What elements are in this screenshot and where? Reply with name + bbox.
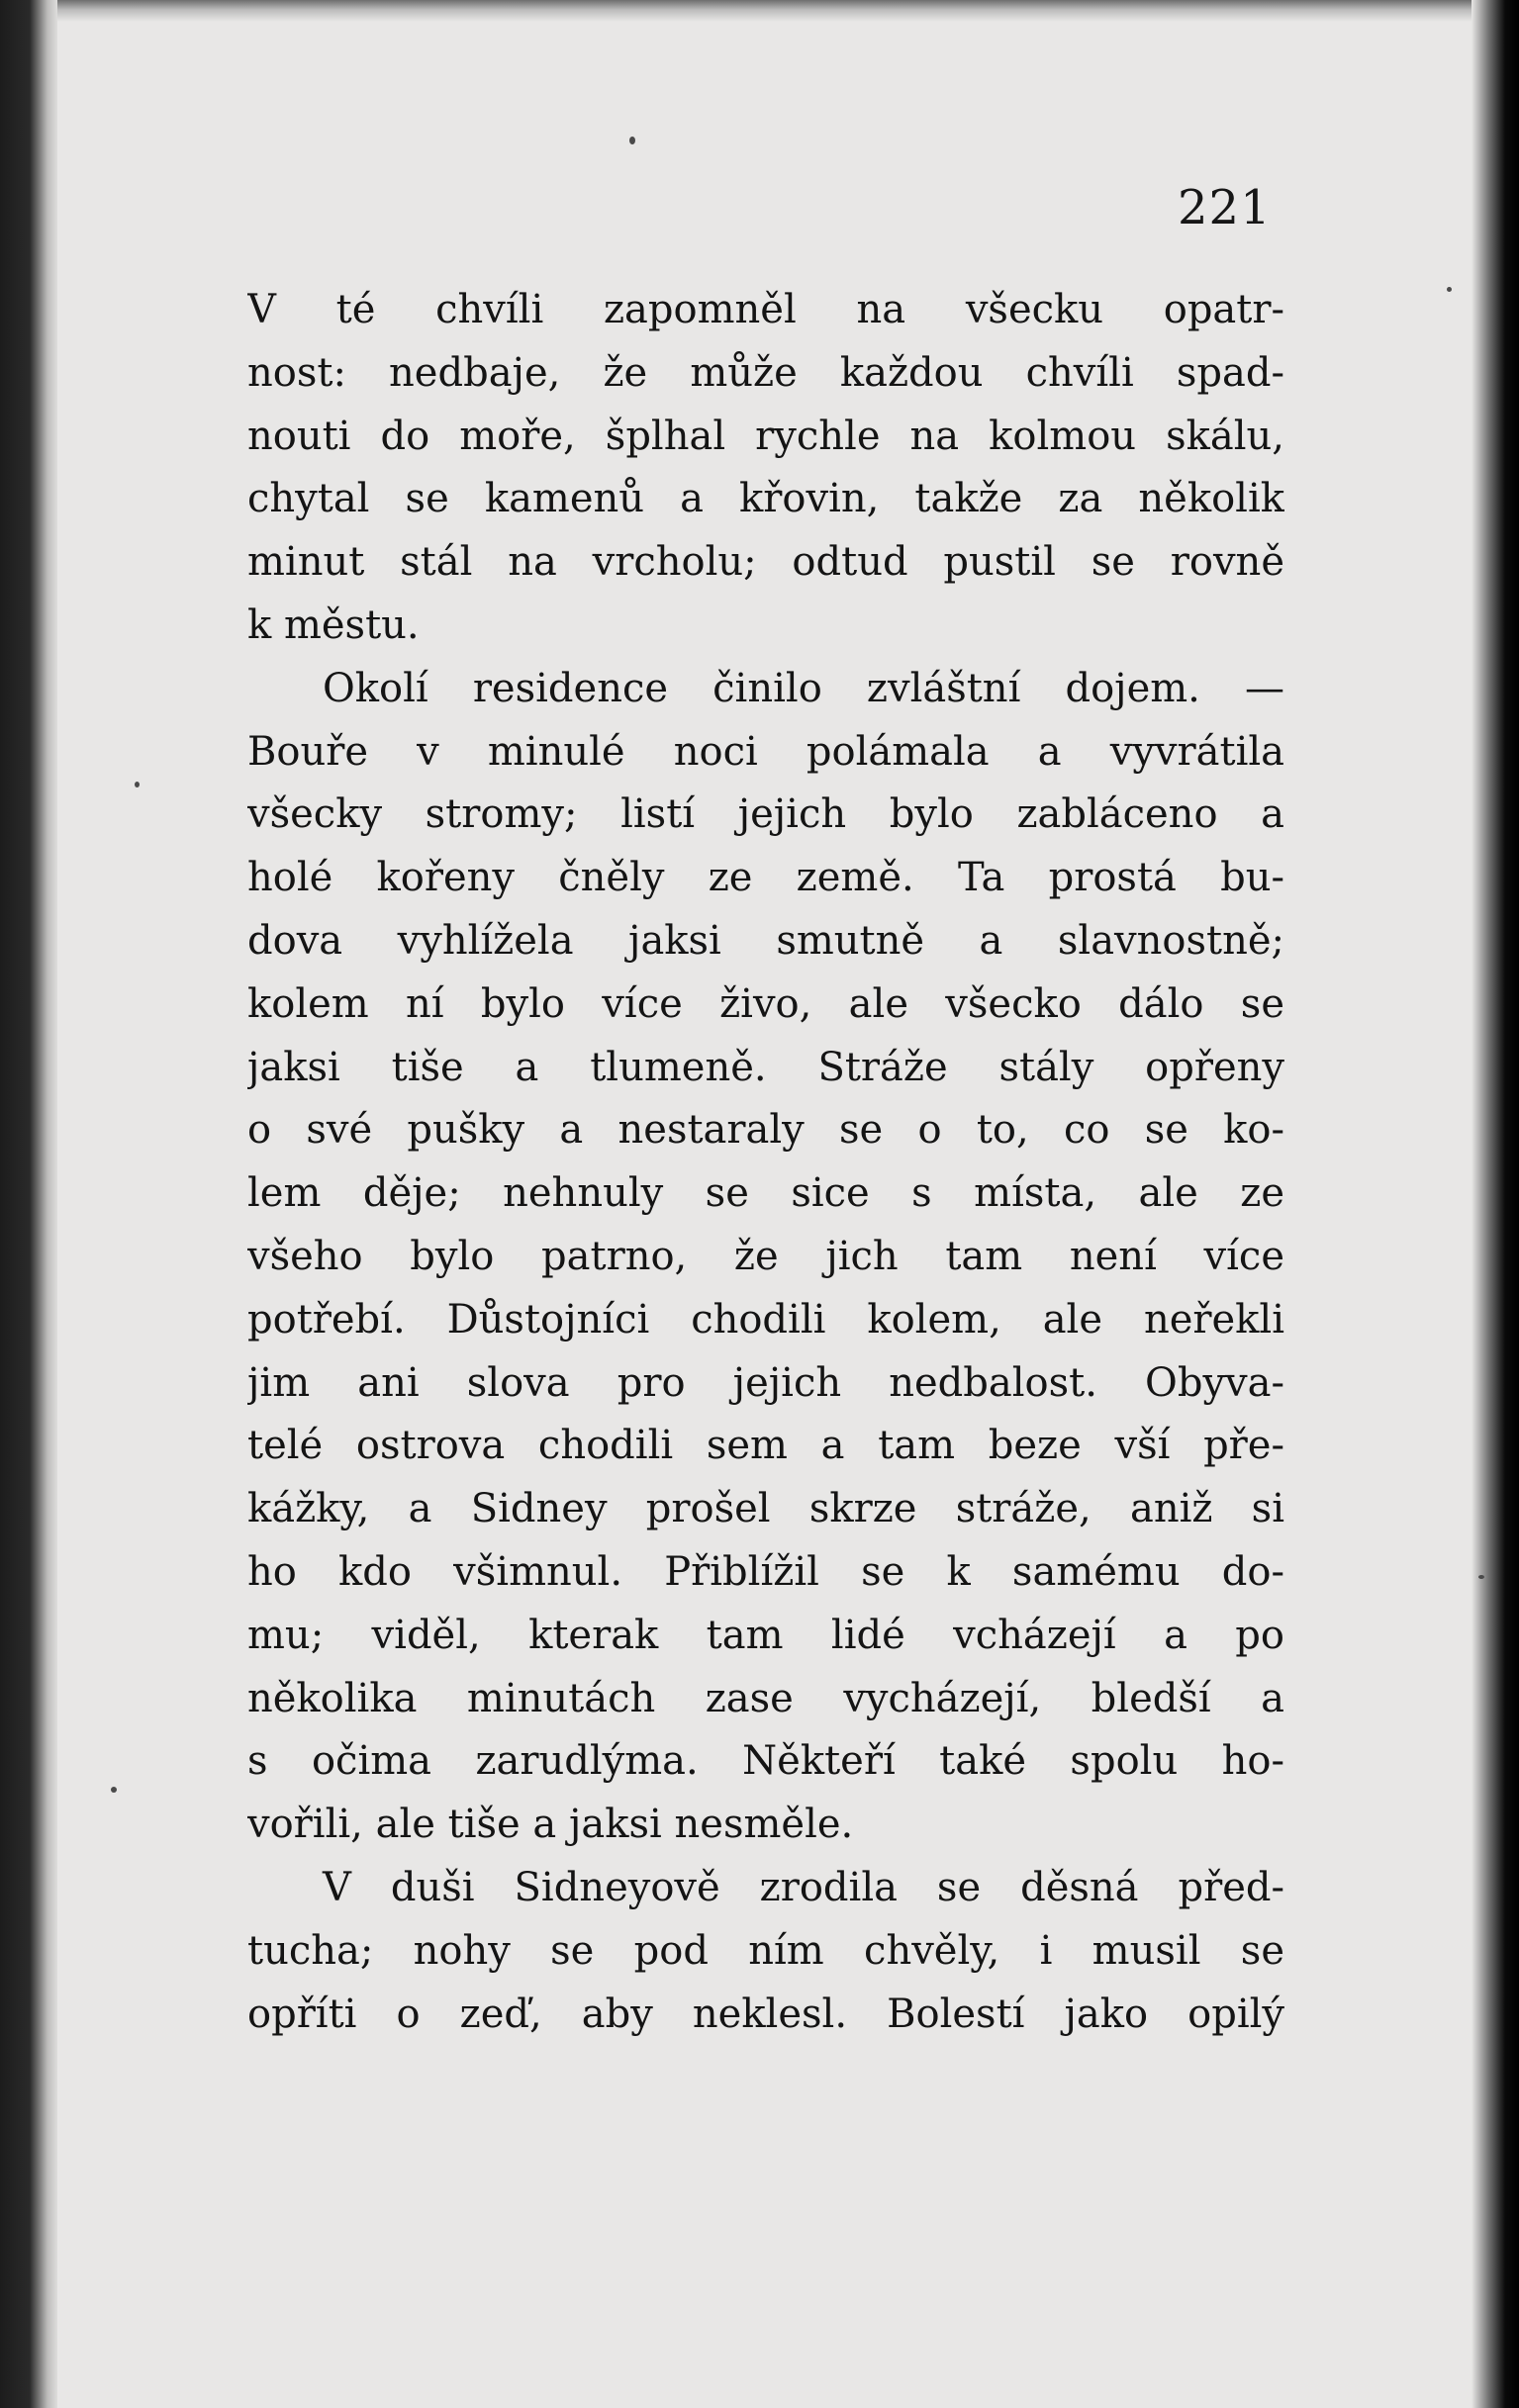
paper-speck <box>629 137 635 144</box>
text-line: mu; viděl, kterak tam lidé vcházejí a po <box>247 1612 1284 1658</box>
text-line: dova vyhlížela jaksi smutně a slavnostně; <box>247 917 1284 964</box>
text-line: V té chvíli zapomněl na všecku opatr- <box>247 287 1284 332</box>
page-left-shadow <box>0 0 57 2408</box>
text-line: všecky stromy; listí jejich bylo zabláceno a <box>247 791 1284 838</box>
text-line: potřebí. Důstojníci chodili kolem, ale neřekli <box>247 1296 1284 1343</box>
text-line: V duši Sidneyově zrodila se děsná před- <box>323 1864 1284 1910</box>
text-line: tucha; nohy se pod ním chvěly, i musil se <box>247 1927 1284 1974</box>
page-number: 221 <box>1178 180 1272 235</box>
text-line: s očima zarudlýma. Někteří také spolu ho- <box>247 1738 1284 1785</box>
text-line: Okolí residence činilo zvláštní dojem. — <box>323 665 1284 711</box>
paper-speck <box>111 1787 117 1793</box>
paper-speck <box>1447 287 1452 292</box>
text-line: jim ani slova pro jejich nedbalost. Obyva- <box>247 1359 1284 1406</box>
text-line: několika minutách zase vycházejí, bledší a <box>247 1675 1284 1721</box>
text-line: všeho bylo patrno, že jich tam není více <box>247 1233 1284 1279</box>
page-right-shadow <box>1472 0 1519 2408</box>
text-line: minut stál na vrcholu; odtud pustil se rovně <box>247 539 1284 586</box>
text-line: opříti o zeď, aby neklesl. Bolestí jako opilý <box>247 1991 1284 2037</box>
paper-speck <box>1478 1575 1484 1579</box>
text-line: ho kdo všimnul. Přiblížil se k samému do- <box>247 1548 1284 1595</box>
text-line: kolem ní bylo více živo, ale všecko dálo se <box>247 980 1284 1027</box>
page-top-shadow <box>57 0 1472 22</box>
text-line: Bouře v minulé noci polámala a vyvrátila <box>247 728 1284 775</box>
text-line: lem děje; nehnuly se sice s místa, ale ze <box>247 1170 1284 1217</box>
text-line: nost: nedbaje, že může každou chvíli spad- <box>247 349 1284 396</box>
body-text <box>247 279 1284 2046</box>
text-line: kážky, a Sidney prošel skrze stráže, aniž si <box>247 1486 1284 1532</box>
text-line: holé kořeny čněly ze země. Ta prostá bu- <box>247 855 1284 901</box>
text-line: nouti do moře, šplhal rychle na kolmou skálu, <box>247 413 1284 459</box>
text-line: telé ostrova chodili sem a tam beze vší pře- <box>247 1423 1284 1469</box>
text-line: o své pušky a nestaraly se o to, co se ko- <box>247 1107 1284 1154</box>
text-line: k městu. <box>247 602 420 648</box>
text-line: jaksi tiše a tlumeně. Stráže stály opřeny <box>247 1044 1284 1090</box>
paper-speck <box>135 782 140 787</box>
text-line: vořili, ale tiše a jaksi nesměle. <box>247 1802 854 1848</box>
text-line: chytal se kamenů a křovin, takže za několik <box>247 476 1284 522</box>
